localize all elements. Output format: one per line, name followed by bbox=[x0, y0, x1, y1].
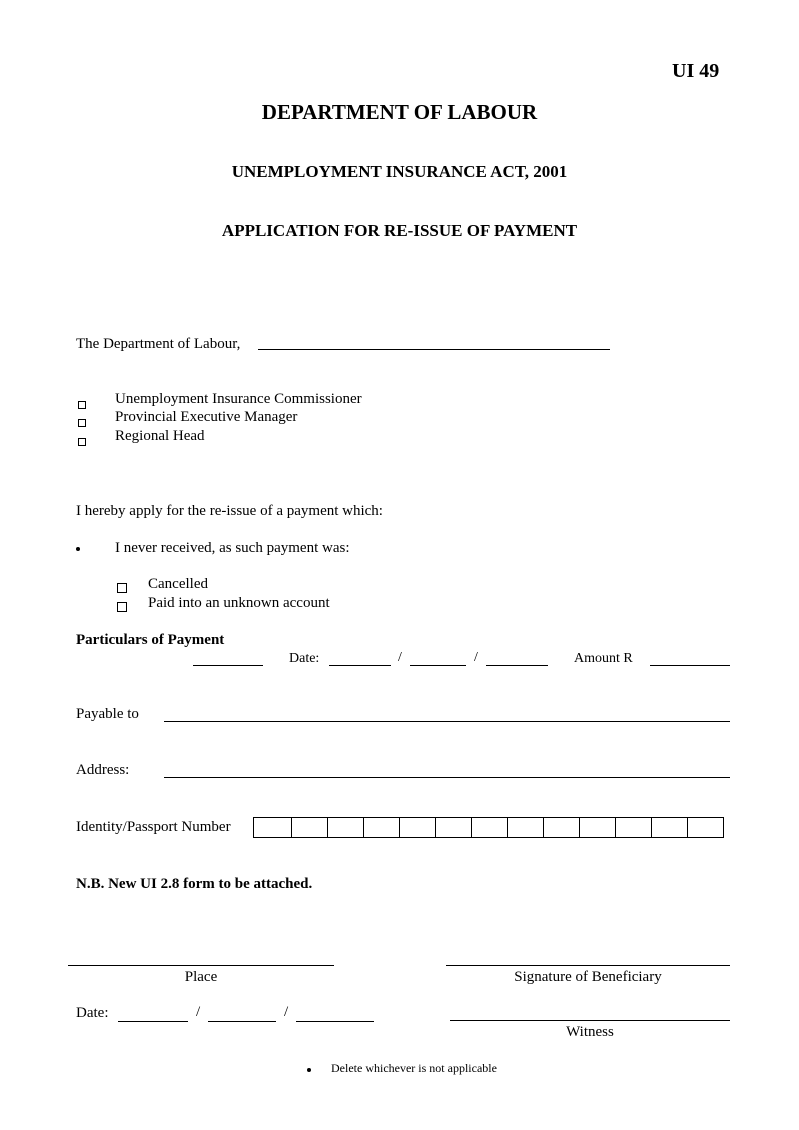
addressee-prefix: The Department of Labour, bbox=[76, 336, 241, 352]
place-field[interactable] bbox=[68, 965, 334, 966]
addressee-checkbox-3[interactable] bbox=[78, 433, 86, 451]
address-label: Address: bbox=[76, 762, 130, 778]
sign-date-year-field[interactable] bbox=[296, 1021, 374, 1022]
department-title: DEPARTMENT OF LABOUR bbox=[261, 100, 538, 124]
form-title: APPLICATION FOR RE-ISSUE OF PAYMENT bbox=[221, 221, 578, 240]
payment-date-separator-1: / bbox=[398, 650, 402, 665]
id-digit-box[interactable] bbox=[471, 818, 507, 837]
payment-date-year-field[interactable] bbox=[486, 665, 548, 666]
bullet-icon bbox=[76, 547, 80, 551]
beneficiary-signature-field[interactable] bbox=[446, 965, 730, 966]
payment-date-day-field[interactable] bbox=[329, 665, 391, 666]
payment-reference-field[interactable] bbox=[193, 665, 263, 666]
id-digit-box[interactable] bbox=[291, 818, 327, 837]
beneficiary-signature-label: Signature of Beneficiary bbox=[514, 969, 662, 985]
id-digit-box[interactable] bbox=[254, 818, 291, 837]
amount-field[interactable] bbox=[650, 665, 730, 666]
id-digit-box[interactable] bbox=[399, 818, 435, 837]
sign-date-separator-1: / bbox=[196, 1004, 201, 1020]
reason-cancelled: Cancelled bbox=[148, 576, 208, 592]
sign-date-day-field[interactable] bbox=[118, 1021, 188, 1022]
sign-date-separator-2: / bbox=[284, 1004, 289, 1020]
sign-date-label: Date: bbox=[76, 1005, 109, 1021]
reason-unknown-account: Paid into an unknown account bbox=[148, 595, 330, 611]
application-bullet: I never received, as such payment was: bbox=[115, 540, 350, 556]
sign-date-month-field[interactable] bbox=[208, 1021, 276, 1022]
id-digit-box[interactable] bbox=[651, 818, 687, 837]
witness-signature-field[interactable] bbox=[450, 1020, 730, 1021]
reason-checkbox-cancelled[interactable] bbox=[117, 580, 127, 598]
application-statement: I hereby apply for the re-issue of a payment which: bbox=[76, 503, 383, 519]
id-digit-box[interactable] bbox=[435, 818, 471, 837]
payable-to-label: Payable to bbox=[76, 706, 139, 722]
id-digit-box[interactable] bbox=[363, 818, 399, 837]
payment-date-month-field[interactable] bbox=[410, 665, 466, 666]
amount-label: Amount R bbox=[574, 651, 633, 666]
payable-to-field[interactable] bbox=[164, 721, 730, 722]
particulars-heading: Particulars of Payment bbox=[76, 632, 225, 648]
act-title: UNEMPLOYMENT INSURANCE ACT, 2001 bbox=[231, 162, 568, 181]
id-digit-box[interactable] bbox=[687, 818, 723, 837]
place-label: Place bbox=[184, 969, 218, 985]
reason-checkbox-unknown-account[interactable] bbox=[117, 599, 127, 617]
id-digit-box[interactable] bbox=[507, 818, 543, 837]
footnote: Delete whichever is not applicable bbox=[331, 1061, 497, 1075]
addressee-option-regional: Regional Head bbox=[115, 428, 205, 444]
addressee-option-commissioner: Unemployment Insurance Commissioner bbox=[115, 391, 362, 407]
addressee-checkbox-2[interactable] bbox=[78, 414, 86, 432]
id-digit-box[interactable] bbox=[615, 818, 651, 837]
addressee-option-provincial: Provincial Executive Manager bbox=[115, 409, 298, 425]
witness-label: Witness bbox=[566, 1024, 614, 1040]
addressee-checkbox-1[interactable] bbox=[78, 396, 86, 414]
form-code: UI 49 bbox=[672, 60, 720, 82]
id-number-boxes[interactable] bbox=[253, 817, 724, 838]
id-digit-box[interactable] bbox=[579, 818, 615, 837]
id-digit-box[interactable] bbox=[327, 818, 363, 837]
address-field[interactable] bbox=[164, 777, 730, 778]
department-name-field[interactable] bbox=[258, 349, 610, 350]
attachment-note: N.B. New UI 2.8 form to be attached. bbox=[76, 876, 313, 892]
footnote-bullet-icon bbox=[307, 1068, 311, 1072]
payment-date-label: Date: bbox=[289, 651, 320, 666]
payment-date-separator-2: / bbox=[474, 650, 478, 665]
id-number-label: Identity/Passport Number bbox=[76, 819, 231, 835]
id-digit-box[interactable] bbox=[543, 818, 579, 837]
